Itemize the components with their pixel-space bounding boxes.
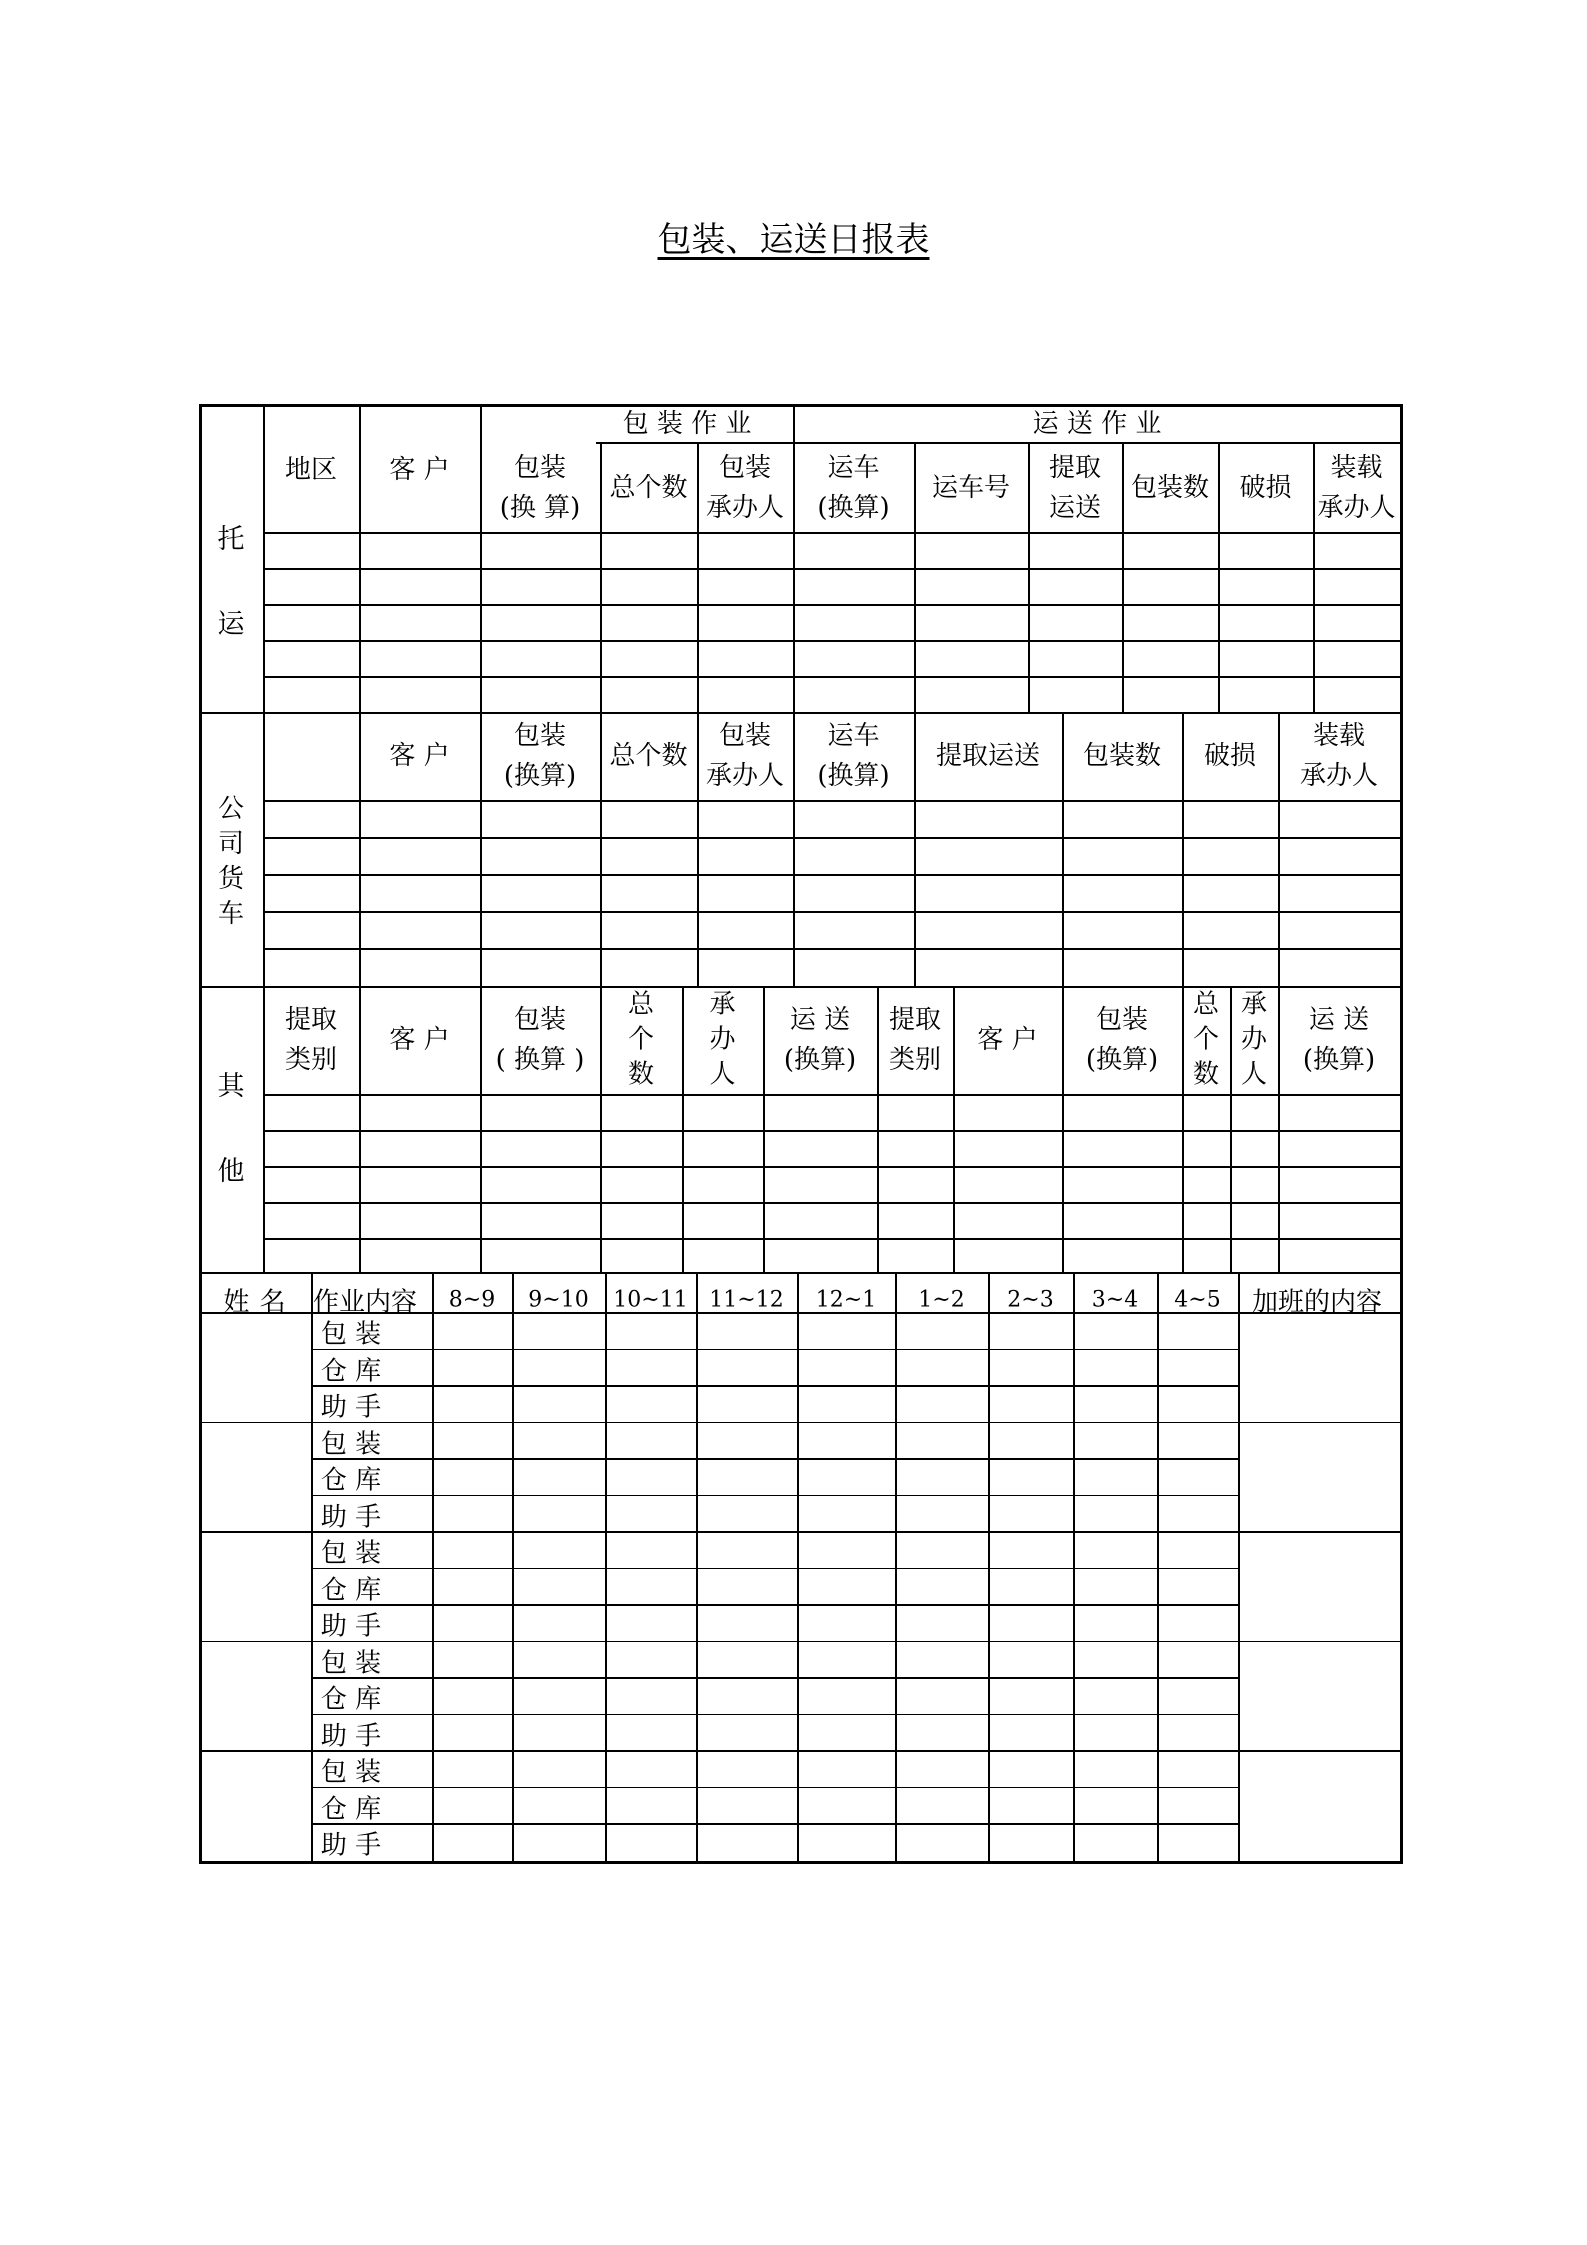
task-row-rule [311, 1787, 1238, 1789]
s1-header-9: 破损 [1239, 473, 1292, 503]
s3-bottom-rule [199, 1272, 1400, 1274]
task-label-4-0: 包 装 [320, 1757, 382, 1788]
s3-header-10: 承 办 人 [1240, 989, 1267, 1090]
task-label-0-2: 助 手 [320, 1392, 382, 1423]
task-row-rule [311, 1823, 1238, 1825]
s1-row-rule [263, 568, 1400, 570]
s1-header-0: 地区 [284, 455, 338, 485]
v-rule [480, 712, 482, 986]
v-rule [697, 712, 699, 986]
task-label-0-0: 包 装 [320, 1319, 382, 1350]
v-rule [359, 986, 361, 1272]
v-rule [763, 986, 765, 1272]
section-label-consignment: 托运 [217, 524, 245, 640]
task-label-1-2: 助 手 [320, 1502, 382, 1533]
time-slot-1: 9~10 [528, 1287, 589, 1313]
task-label-3-2: 助 手 [320, 1721, 382, 1752]
s3-header-2: 包装 ( 换算 ) [495, 1005, 585, 1075]
v-rule [1182, 712, 1184, 986]
time-slot-7: 3~4 [1091, 1287, 1139, 1313]
s1-row-rule [263, 676, 1400, 678]
v-rule [682, 986, 684, 1272]
s3-header-7: 客 户 [977, 1025, 1038, 1055]
daily-report-table [199, 404, 1403, 1864]
s3-header-5: 运 送 (换算) [783, 1005, 857, 1075]
task-row-rule [311, 1385, 1238, 1387]
s2-header-9: 装载 承办人 [1299, 721, 1379, 791]
s1-header-10: 装载 承办人 [1317, 453, 1396, 523]
s3-header-0: 提取 类别 [284, 1005, 338, 1075]
s3-header-8: 包装 (换算) [1085, 1005, 1159, 1075]
v-rule [1028, 442, 1030, 712]
schedule-header-name: 姓 名 [223, 1287, 287, 1318]
s2-row-rule [263, 911, 1400, 913]
task-label-4-1: 仓 库 [320, 1794, 382, 1825]
v-rule [793, 404, 795, 712]
task-row-rule [311, 1568, 1238, 1570]
v-rule [1218, 442, 1220, 712]
s1-top-rule [199, 404, 1400, 406]
v-rule [359, 404, 361, 712]
task-label-3-1: 仓 库 [320, 1684, 382, 1715]
s1-header-4: 包装 承办人 [705, 453, 785, 523]
s3-header-1: 客 户 [389, 1025, 450, 1055]
task-row-rule [311, 1458, 1238, 1460]
task-label-2-2: 助 手 [320, 1611, 382, 1642]
group-header-packing: 包 装 作 业 [622, 409, 752, 439]
task-label-1-1: 仓 库 [320, 1465, 382, 1496]
group-header-transport: 运 送 作 业 [1032, 409, 1162, 439]
s2-row-rule [263, 948, 1400, 950]
s1-header-5: 运车 (换算) [817, 453, 890, 523]
v-rule [480, 986, 482, 1272]
s3-header-4: 承 办 人 [709, 989, 736, 1090]
task-row-rule [311, 1495, 1238, 1497]
time-slot-2: 10~11 [613, 1287, 688, 1313]
v-rule [1278, 712, 1280, 986]
s2-header-rule [263, 800, 1400, 802]
v-rule [1278, 986, 1280, 1272]
schedule-header-overtime: 加班的内容 [1251, 1287, 1383, 1318]
s1-header-6: 运车号 [931, 473, 1011, 503]
s1-row-rule [263, 604, 1400, 606]
task-label-2-1: 仓 库 [320, 1575, 382, 1606]
s2-header-3: 总个数 [609, 741, 688, 771]
v-rule [1230, 986, 1232, 1272]
s3-header-11: 运 送 (换算) [1302, 1005, 1376, 1075]
v-rule [1122, 442, 1124, 712]
time-slot-0: 8~9 [448, 1287, 496, 1313]
time-slot-3: 11~12 [709, 1287, 784, 1313]
v-rule [697, 442, 699, 712]
v-rule [600, 986, 602, 1272]
section-label-company-truck: 公 司 货 车 [217, 794, 244, 929]
s3-side-divider [263, 986, 265, 1272]
v-rule [1062, 986, 1064, 1272]
s1-header-2: 包装 (换 算) [499, 453, 581, 523]
v-rule [600, 712, 602, 986]
v-rule [480, 404, 482, 712]
time-slot-6: 2~3 [1007, 1287, 1054, 1313]
s2-row-rule [263, 874, 1400, 876]
s2-row-rule [263, 837, 1400, 839]
v-rule [359, 712, 361, 986]
s2-header-8: 破损 [1203, 741, 1257, 771]
v-rule [953, 986, 955, 1272]
section-label-other: 其他 [217, 1071, 245, 1187]
v-rule [914, 442, 916, 712]
v-rule [600, 442, 602, 712]
s1-row-rule [263, 640, 1400, 642]
s1-header-1: 客 户 [389, 455, 450, 485]
task-label-0-1: 仓 库 [320, 1356, 382, 1387]
s1-header-7: 提取 运送 [1048, 453, 1102, 523]
v-rule [914, 712, 916, 986]
task-row-rule [311, 1604, 1238, 1606]
s2-header-2: 包装 (换算) [503, 721, 577, 791]
v-rule [793, 712, 795, 986]
v-rule [1182, 986, 1184, 1272]
s2-side-divider [263, 712, 265, 986]
s3-header-9: 总 个 数 [1192, 989, 1219, 1090]
v-rule [877, 986, 879, 1272]
schedule-overtime-divider [1238, 1272, 1240, 1862]
schedule-header-content: 作业内容 [312, 1287, 418, 1318]
time-slot-8: 4~5 [1174, 1287, 1221, 1313]
s2-header-1: 客 户 [389, 741, 450, 771]
page-title: 包装、运送日报表 [657, 220, 930, 260]
task-label-4-2: 助 手 [320, 1830, 382, 1861]
s1-header-3: 总个数 [609, 473, 688, 503]
v-rule [1062, 712, 1064, 986]
s1-side-divider [263, 404, 265, 712]
s2-header-5: 运车 (换算) [817, 721, 890, 791]
s3-header-3: 总 个 数 [627, 989, 654, 1090]
s1-header-8: 包装数 [1130, 473, 1210, 503]
s1-header-rule [263, 532, 1400, 534]
task-label-3-0: 包 装 [320, 1648, 382, 1679]
task-row-rule [311, 1677, 1238, 1679]
s2-header-6: 提取运送 [935, 741, 1041, 771]
task-row-rule [311, 1714, 1238, 1716]
time-slot-5: 1~2 [918, 1287, 965, 1313]
task-label-2-0: 包 装 [320, 1538, 382, 1569]
s3-header-6: 提取 类别 [888, 1005, 942, 1075]
s2-header-4: 包装 承办人 [705, 721, 785, 791]
s2-header-7: 包装数 [1082, 741, 1162, 771]
task-row-rule [311, 1349, 1238, 1351]
time-slot-4: 12~1 [815, 1287, 877, 1313]
v-rule [1313, 442, 1315, 712]
task-label-1-0: 包 装 [320, 1429, 382, 1460]
s1-bottom-rule [199, 712, 1400, 714]
